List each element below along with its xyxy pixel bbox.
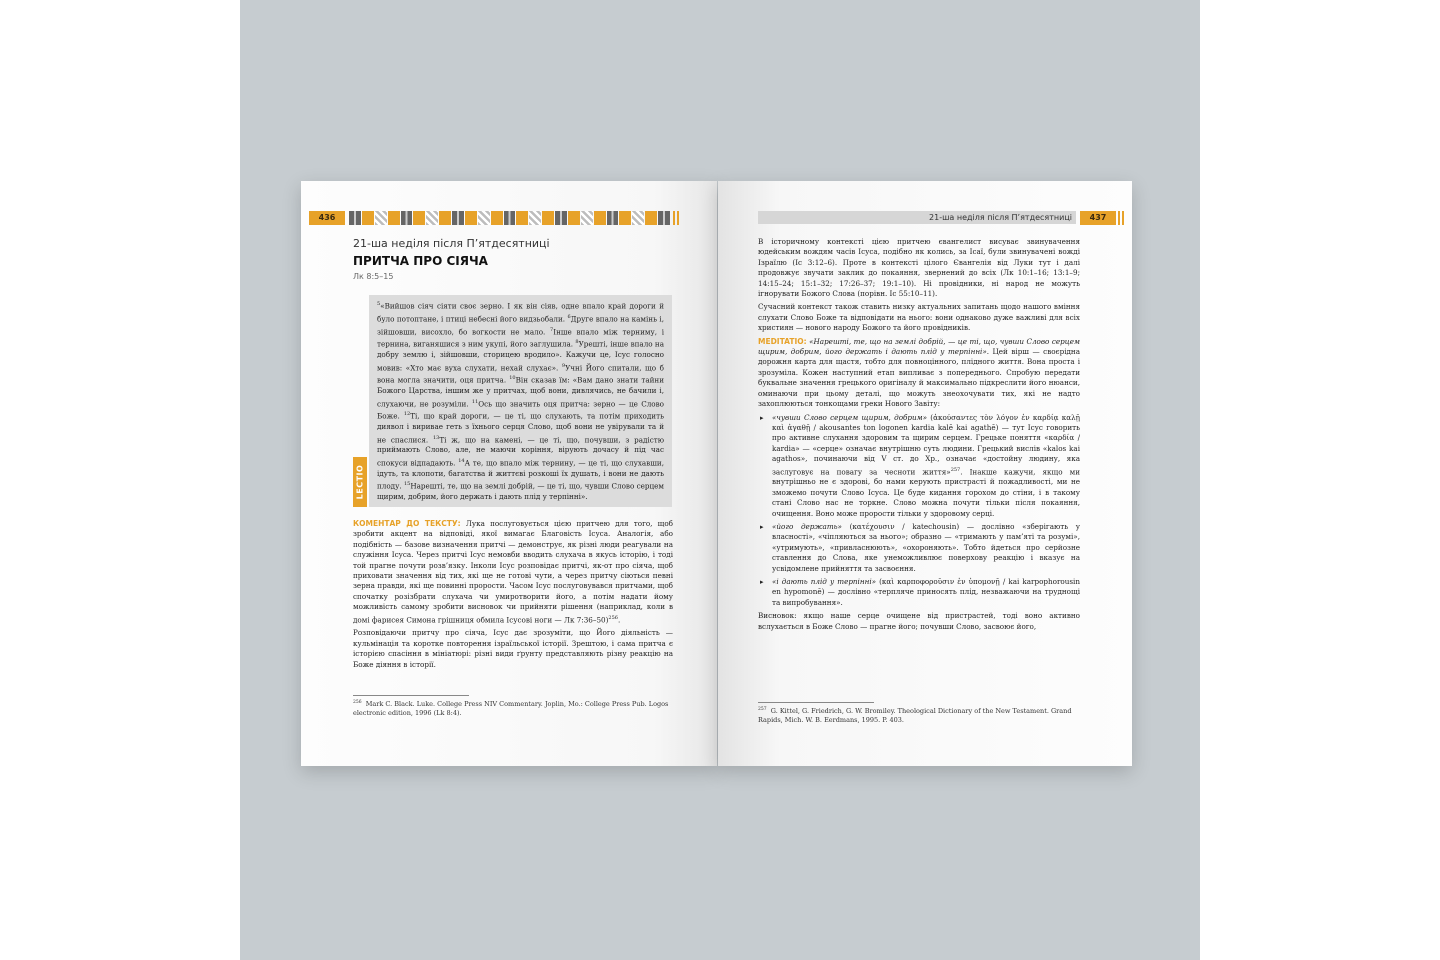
verse-text: Нарешті, те, що на землі добрій, — це ті, що, чувши Слово серцем щирим, добрим, його держать і дають плід у терпінні». xyxy=(377,481,664,501)
commentary-label: КОМЕНТАР ДО ТЕКСТУ: xyxy=(353,519,461,528)
bullet-list xyxy=(758,413,1080,609)
bullet-lead: «і дають плід у терпінні» xyxy=(772,576,877,586)
footnote-number: 257 xyxy=(758,707,767,712)
ornament-tile xyxy=(529,211,541,225)
bullet-lead: «його держать» xyxy=(772,521,842,531)
ornament-tile xyxy=(607,211,619,225)
sunday-heading: 21-ша неділя після П’ятдесятниці xyxy=(353,237,550,250)
right-body xyxy=(758,237,1080,635)
ornament-tile xyxy=(349,211,361,225)
bullet-greek: (κατέχουσιν / katechousin) xyxy=(841,521,960,531)
ornament-tile xyxy=(632,211,644,225)
ornament-tile xyxy=(465,211,477,225)
verse-text: Ті ж, що на камені, — це ті, що, почувши, з радістю приймають Слово, але, не маючи коріння, вірують дочасу й під час спокуси відпадають. xyxy=(377,434,664,468)
footnote-number: 256 xyxy=(353,700,362,705)
verse-text: Інше впало між терниму, і тернина, виганяшися з ним укупі, його заглушила. xyxy=(377,326,664,349)
footnote-text: Mark C. Black. Luke. College Press NIV Commentary. Joplin, Mo.: College Press Pub. Logos electronic edition, 1996 (Lk 8:4). xyxy=(353,700,669,717)
ornament-tile xyxy=(362,211,374,225)
lectio-label: LECTIO xyxy=(355,464,365,500)
bullet-greek: (καὶ καρποφοροῦσιν ἐν ὑπομονῇ / kai karpophorousin en hypomonē) xyxy=(772,576,1080,597)
bullet-text: — дослівно «терпляче приносять плід, незважаючи на труднощі та випробування». xyxy=(772,587,1080,607)
page-number: 436 xyxy=(309,211,345,225)
ornament-tile xyxy=(504,211,516,225)
stripe-ornament xyxy=(673,211,681,225)
verse-text: Ось що значить оця притча: зерно — це Слово Боже. xyxy=(377,398,664,421)
paragraph: Сучасний контекст також ставить низку актуальних запитань щодо нашого вміння слухати Слово Боже та відповідати на нього: вони однаково дуже важливі для всіх християн — нового народу Божого та його провідників. xyxy=(758,302,1080,333)
left-page xyxy=(301,181,717,766)
verse-number: 14 xyxy=(458,457,465,464)
ornament-tile xyxy=(439,211,451,225)
verse-number: 5 xyxy=(377,301,381,307)
commentary-text: Лука послуговується цією притчею для того, щоб зробити акцент на відповіді, якої вимагає Благовість Ісуса. Аналогія, або подібність — базове визначення притчі — демонструє, як різні люди реагували на служіння Ісуса. Через притчі Ісус немовби вводить слухача в якусь історію, і тоді той прагне почути розв’язку. Інколи Ісус розповідає притчі, як-от про сіяча, щоб приховати значення від тих, які ще не готові чути, а через притчу сіються певні зерна правди, які ще повинні прорости. Часом Ісус послуговувався притчами, щоб спочатку розізбрати слухача чи умиротворити його, а потім надати йому можливість самому зробити висновок чи прийняти рішення (наприклад, коли в домі фарисея Симона грішниця обмила Ісусові ноги — Лк 7:36–50) xyxy=(353,519,673,625)
footnote xyxy=(353,699,673,717)
verse-number: 13 xyxy=(433,434,440,441)
bullet-lead: «чувши Слово серцем щирим, добрим» xyxy=(772,412,927,422)
verse-number: 9 xyxy=(561,362,566,369)
ornament-tile xyxy=(413,211,425,225)
page-number: 437 xyxy=(1080,211,1116,225)
ornament-tile xyxy=(375,211,387,225)
verse-number: 12 xyxy=(403,411,411,418)
right-page xyxy=(718,181,1132,766)
verse-text: Він сказав їм: «Вам дано знати тайни Божого Царства, іншим же у притчах, щоб вони, дивлячись, не бачили і, слухаючи, не розуміли. xyxy=(377,375,664,408)
paragraph: Розповідаючи притчу про сіяча, Ісус дає зрозуміти, що Його діяльність — кульмінація та коротке повторення ізраїльської історії. Зрештою, і сама притча є історією спасіння в мініатюрі: різні види ґрунту представляють різну реакцію на Боже діяння в історії. xyxy=(353,628,673,669)
footnote-marker: 256 xyxy=(608,614,618,621)
ornament-tile xyxy=(645,211,657,225)
ornament-tile xyxy=(619,211,631,225)
bullet-text: — тут Ісус говорить про активне слухання здоровим та щирим серцем. Грецьке поняття «καρδία / kardia» — «серце» означає внутрішню суть людини. Грецький вислів «kalos kai agathos», починаючи від V ст. до Хр., означає «достойну людину, яка заслуговує на повагу за чесноти життя» xyxy=(772,422,1080,476)
meditatio-quote: «Нарешті, те, що на землі добрій, — це ті, що, чувши Слово серцем щирим, добрим, його держать і дають плід у терпінні». xyxy=(758,336,1080,357)
meditatio-label: MEDITATIO: xyxy=(758,336,807,346)
bullet-text: — дослівно «зберігають у власності», «чіпляються за нього»; образно — «тримають у пам’яті та розумі», «утримують», «привласнюють», «охороняють». Тобто йдеться про серйозне ставлення до Слова, яке унеможливлює поверхову реакцію і вказує на усвідомлене прийняття та засвоєння. xyxy=(772,521,1081,573)
lectio-box xyxy=(369,295,672,507)
commentary: КОМЕНТАР ДО ТЕКСТУ: Лука послуговується цією притчею для того, щоб зробити акцент на відповіді, якої вимагає Благовість Ісуса. Аналогія, або подібність — базове визначення притчі — демонструє, як різні люди реагували на служіння Ісуса. Через притчі Ісус немовби вводить слухача в якусь історію, і тоді той прагне почути розв’язку. Інколи Ісус розповідає притчі, як-от про сіяча, щоб приховати значення від тих, які ще не готові чути, а через притчу сіються певні зерна правди, які ще повинні прорости. Часом Ісус послуговувався притчами, щоб спочатку розізбрати слухача чи умиротворити його, а потім надати йому можливість самому зробити висновок чи прийняти рішення (наприклад, коли в домі фарисея Симона грішниця обмила Ісусові ноги — Лк 7:36–50)$^{256}$. Розповідаючи притчу про сіяча, Ісус дає зрозуміти, що Його діяльність — кульмінація та коротке повторення ізраїльської історії. Зрештою, і сама притча є історією спасіння в мініатюрі: різні види ґрунту представляють різну реакцію на Боже діяння в історії. xyxy=(353,519,673,669)
meditatio-text: Цей вірш — своєрідна дорожня карта для щастя, тобто для повноцінного, плідного життя. Вона проста і зрозуміла. Кожен наступний етап випливає з попереднього. Спробую передати буквальне значення грецького оригіналу й максимально підкреслити його нюанси, оминаючи при цьому деталі, що можуть знеохочувати тих, які не надто захоплюються тонкощами греки Нового Завіту: xyxy=(758,347,1080,409)
bullet-item xyxy=(758,522,1080,574)
footnote xyxy=(758,706,1080,724)
conclusion: Висновок: якщо наше серце очищене від пристрастей, тоді воно активно вслухається в Боже Слово — прагне його; почувши Слово, засвоює його, xyxy=(758,611,1080,631)
bullet-item xyxy=(758,577,1080,608)
paragraph: В історичному контексті цією притчею євангелист висуває звинувачення юдейським вождям часів Ісуса, подібно як колись, за Ісаї, були звинувачені вожді Ізраїлю (Іс 3:12–6). Проте в контексті цілого Євангелія від Луки тут і далі продовжує звучати заклик до покаяння, звернений до всіх (Лк 10:1–16; 13:1–9; 14:15–24; 15:1–32; 17:26–37; 19:1–10). Ні провідники, ні народ не можуть ігнорувати Божого Слова (порівн. Іс 55:10–11). xyxy=(758,237,1080,299)
ornament-tile xyxy=(581,211,593,225)
verse-number: 6 xyxy=(567,313,571,320)
verse-text: Ті, що край дороги, — це ті, що слухають, та потім приходить диявол і виривае геть з їхнього серця Слово, щоб вони не увірували та й не спаслися. xyxy=(377,411,664,444)
running-header: 21-ша неділя після П’ятдесятниці xyxy=(758,211,1076,224)
ornament-tile xyxy=(401,211,413,225)
ornament-tile xyxy=(491,211,503,225)
lectio-tab xyxy=(353,457,367,507)
scripture-reference: Лк 8:5–15 xyxy=(353,272,394,281)
bullet-item xyxy=(758,413,1080,519)
footnote-rule xyxy=(353,695,469,696)
verse-text: Учні Його спитали, що б вона могла значити, оця притча. xyxy=(377,362,664,385)
footnote-marker: 257 xyxy=(950,466,961,473)
ornament-band xyxy=(349,211,671,225)
verse-text: «Вийшов сіяч сіяти своє зерно. І як він сіяв, одне впало край дороги й було потоптане, і птиці небесні його видзьобали. xyxy=(377,301,664,324)
bullet-text: . Інакше кажучи, якщо ми внутрішньо не є здорові, бо нами керують пристрасті й пожадливості, ми не зможемо почути Слово Ісуса. Це буде кидання горохом до стіни, і в такому стані Слово нас не торкне. Слово можна почути тільки після покаяння, очищення. Воно може прорости тільки у здоровому серці. xyxy=(772,466,1080,518)
verse-number: 7 xyxy=(550,326,554,333)
ornament-tile xyxy=(388,211,400,225)
verse-text: А те, що впало між тернину, — це ті, що слухавши, ідуть, та клопоти, багатства й життєві розкоші їх душать, і вони не дають плоду. xyxy=(377,458,664,491)
ornament-tile xyxy=(542,211,554,225)
bullet-greek: (ἀκούσαντες τὸν λόγον ἐν καρδίᾳ καλῇ καὶ ἀγαθῇ / akousantes ton logonen kardia kalē kai agathē) xyxy=(772,412,1080,432)
stripe-ornament xyxy=(1118,211,1126,225)
footnote-text: G. Kittel, G. Friedrich, G. W. Bromiley. Theological Dictionary of the New Testament. Grand Rapids, Mich. W. B. Eerdmans, 1995. P. 403. xyxy=(758,707,1072,724)
section-title: ПРИТЧА ПРО СІЯЧА xyxy=(353,254,488,268)
ornament-tile xyxy=(555,211,567,225)
verse-number: 8 xyxy=(575,339,579,346)
ornament-tile xyxy=(568,211,580,225)
ornament-tile xyxy=(426,211,438,225)
footnote-rule xyxy=(758,702,874,703)
ornament-tile xyxy=(594,211,606,225)
ornament-tile xyxy=(452,211,464,225)
verse-number: 10 xyxy=(509,375,516,382)
verse-number: 15 xyxy=(403,481,411,487)
ornament-tile xyxy=(658,211,670,225)
verse-text: Друге впало на камінь і, зійшовши, висохло, бо вогкости не мало. xyxy=(377,314,664,336)
ornament-tile xyxy=(478,211,490,225)
verse-text: Урешті, інше впало на добру землю і, зійшовши, сторицею вродило». Кажучи це, Ісус голосно мовив: «Хто має вуха слухати, нехай слухає». xyxy=(377,339,664,372)
ornament-tile xyxy=(516,211,528,225)
verse-number: 11 xyxy=(471,398,479,405)
